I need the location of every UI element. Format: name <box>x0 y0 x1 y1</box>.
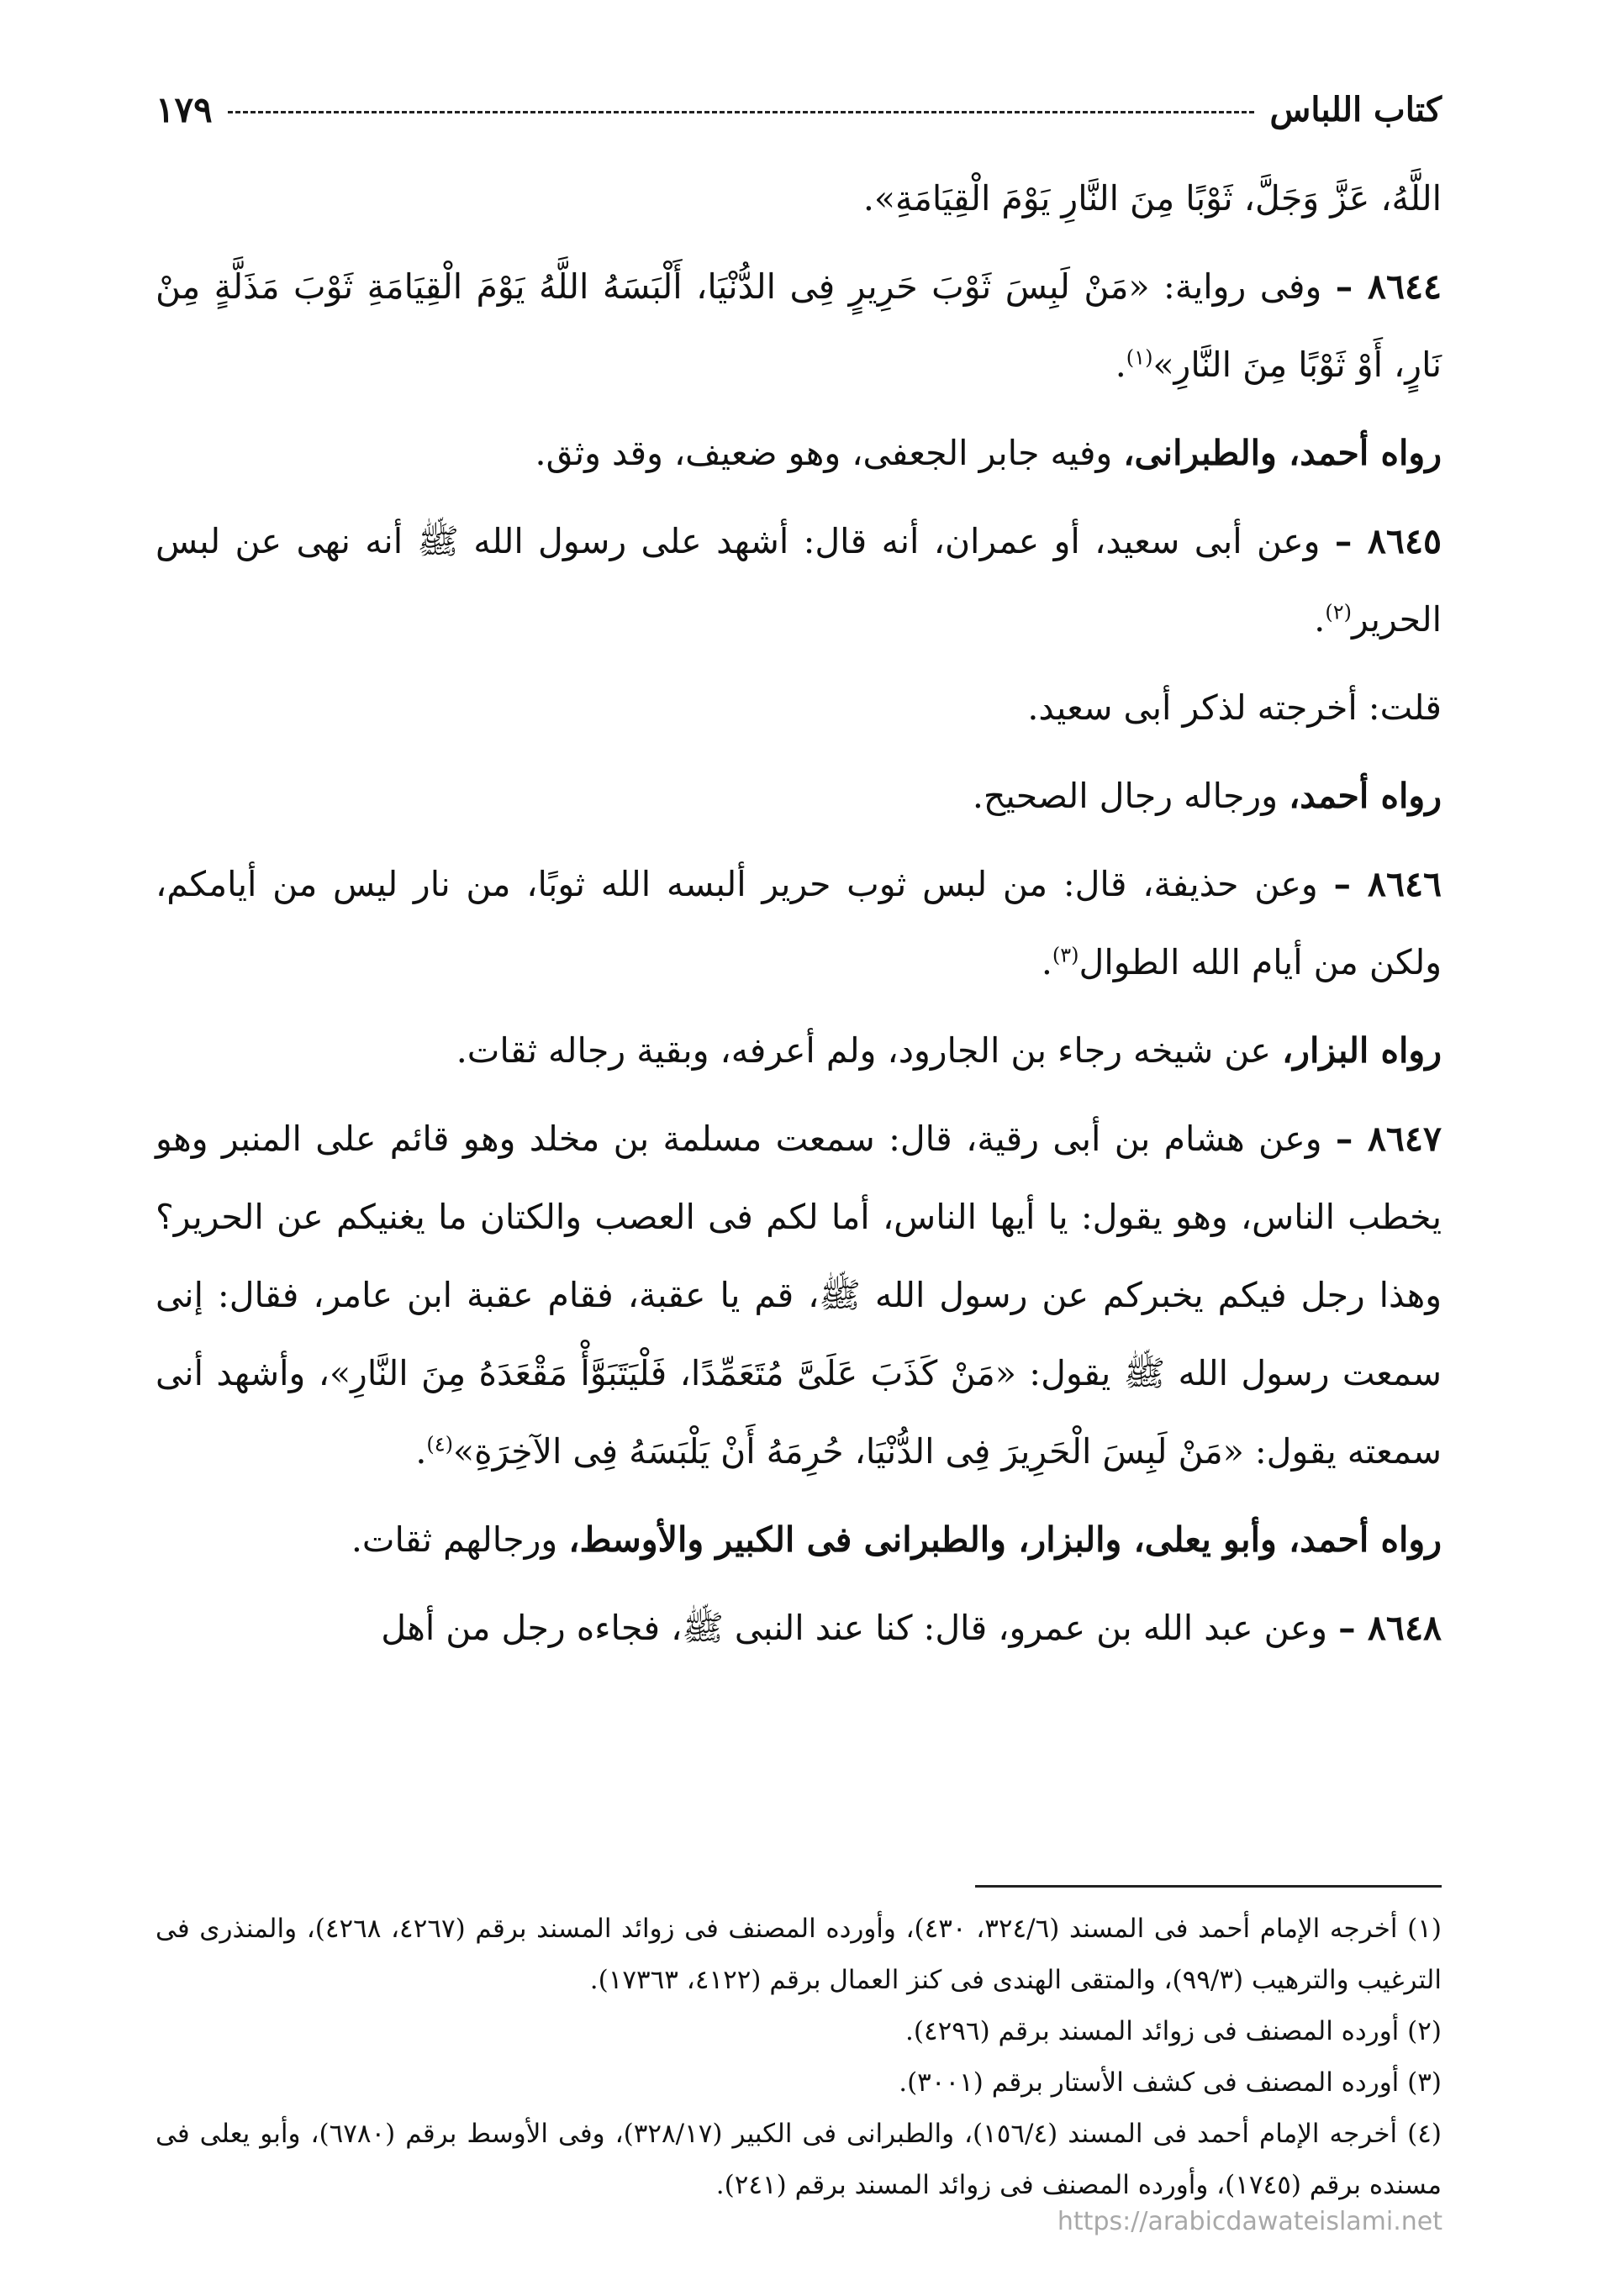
main-text <box>156 160 1442 1677</box>
period: . <box>1314 599 1326 640</box>
source-names: رواه أحمد، وأبو يعلى، والبزار، والطبرانى فى الكبير والأوسط، <box>568 1519 1442 1560</box>
source-8646 <box>156 1012 1442 1090</box>
period: . <box>1115 345 1126 385</box>
note-8645: قلت: أخرجته لذكر أبى سعيد. <box>1027 687 1442 728</box>
footnote-ref: (٣) <box>1052 943 1079 967</box>
hadith-8644 <box>156 248 1442 404</box>
running-header <box>156 80 1442 139</box>
period: . <box>1041 942 1052 982</box>
hadith-text: وفى رواية: «مَنْ لَبِسَ ثَوْبَ حَرِيرٍ فِى الدُّنْيَا، أَلْبَسَهُ اللَّهُ يَوْمَ الْقِيَامَةِ ثَوْبَ مَذَلَّةٍ مِنْ نَارٍ، أَوْ ثَوْبًا مِنَ النَّارِ» <box>156 266 1442 385</box>
source-8644 <box>156 414 1442 492</box>
hadith-number: ٨٦٤٦ – <box>1333 864 1442 904</box>
source-comment: ورجالهم ثقات. <box>351 1519 569 1560</box>
hadith-8647 <box>156 1100 1442 1491</box>
period: . <box>415 1431 427 1472</box>
source-8645 <box>156 757 1442 835</box>
footnote-2: (٢) أورده المصنف فى زوائد المسند برقم (٤٢٩٦). <box>905 2016 1442 2046</box>
footnote-ref: (١) <box>1126 345 1153 370</box>
hadith-8645 <box>156 503 1442 659</box>
hadith-number: ٨٦٤٥ – <box>1334 521 1442 561</box>
hadith-number: ٨٦٤٤ – <box>1335 266 1442 307</box>
hadith-text: وعن حذيفة، قال: من لبس ثوب حرير ألبسه الله ثوبًا، من نار ليس من أيامكم، ولكن من أيام الله الطوال <box>156 864 1442 982</box>
footnote-ref: (٢) <box>1325 600 1352 624</box>
source-names: رواه أحمد، <box>1289 776 1442 816</box>
page-number: ١٧٩ <box>156 88 213 130</box>
footnote-ref: (٤) <box>426 1432 454 1456</box>
chapter-title: كتاب اللباس <box>1269 89 1442 129</box>
footnote-4: (٤) أخرجه الإمام أحمد فى المسند (١٥٦/٤)، والطبرانى فى الكبير (٣٢٨/١٧)، وفى الأوسط برقم (٦٧٨٠)، وأبو يعلى فى مسنده برقم (١٧٤٥)، وأورده المصنف فى زوائد المسند برقم (٢٤١). <box>156 2119 1442 2200</box>
watermark-url: https://arabicdawateislami.net <box>1057 2207 1442 2236</box>
hadith-text: وعن هشام بن أبى رقية، قال: سمعت مسلمة بن مخلد وهو قائم على المنبر وهو يخطب الناس، وهو يقول: يا أيها الناس، أما لكم فى العصب والكتان ما يغنيكم عن الحرير؟ وهذا رجل فيكم يخبركم عن رسول الله ﷺ، قم يا عقبة، فقام عقبة ابن عامر، فقال: إنى سمعت رسول الله ﷺ يقول: «مَنْ كَذَبَ عَلَىَّ مُتَعَمِّدًا، فَلْيَتَبَوَّأْ مَقْعَدَهُ مِنَ النَّارِ»، وأشهد أنى سمعته يقول: «مَنْ لَبِسَ الْحَرِيرَ فِى الدُّنْيَا، حُرِمَهُ أَنْ يَلْبَسَهُ فِى الآخِرَةِ» <box>156 1119 1442 1472</box>
footnote-separator <box>975 1885 1442 1888</box>
book-page <box>156 80 1442 2214</box>
source-8647 <box>156 1501 1442 1579</box>
source-comment: ورجاله رجال الصحيح. <box>972 776 1289 816</box>
paragraph-continuation: اللَّهُ، عَزَّ وَجَلَّ، ثَوْبًا مِنَ النَّارِ يَوْمَ الْقِيَامَةِ». <box>862 178 1442 219</box>
hadith-text: وعن أبى سعيد، أو عمران، أنه قال: أشهد على رسول الله ﷺ أنه نهى عن لبس الحرير <box>156 521 1442 640</box>
footnote-3: (٣) أورده المصنف فى كشف الأستار برقم (٣٠٠١). <box>899 2067 1442 2098</box>
header-dashed-rule <box>228 111 1255 113</box>
footnote-1: (١) أخرجه الإمام أحمد فى المسند (٣٢٤/٦، ٤٣٠)، وأورده المصنف فى زوائد المسند برقم (٤٢٦٧، ٤٢٦٨)، والمنذرى فى الترغيب والترهيب (٩٩/٣)، والمتقى الهندى فى كنز العمال برقم (٤١٢٢، ١٧٣٦٣). <box>156 1914 1442 1995</box>
hadith-text: وعن عبد الله بن عمرو، قال: كنا عند النبى ﷺ، فجاءه رجل من أهل <box>381 1608 1339 1648</box>
source-comment: وفيه جابر الجعفى، وهو ضعيف، وقد وثق. <box>535 433 1124 473</box>
footnotes <box>156 1904 1442 2211</box>
hadith-number: ٨٦٤٨ – <box>1338 1608 1442 1648</box>
source-names: رواه البزار، <box>1281 1030 1442 1071</box>
hadith-8648 <box>156 1589 1442 1667</box>
source-names: رواه أحمد، والطبرانى، <box>1123 433 1442 473</box>
hadith-8646 <box>156 845 1442 1002</box>
hadith-number: ٨٦٤٧ – <box>1335 1119 1442 1159</box>
source-comment: عن شيخه رجاء بن الجارود، ولم أعرفه، وبقية رجاله ثقات. <box>456 1030 1282 1071</box>
